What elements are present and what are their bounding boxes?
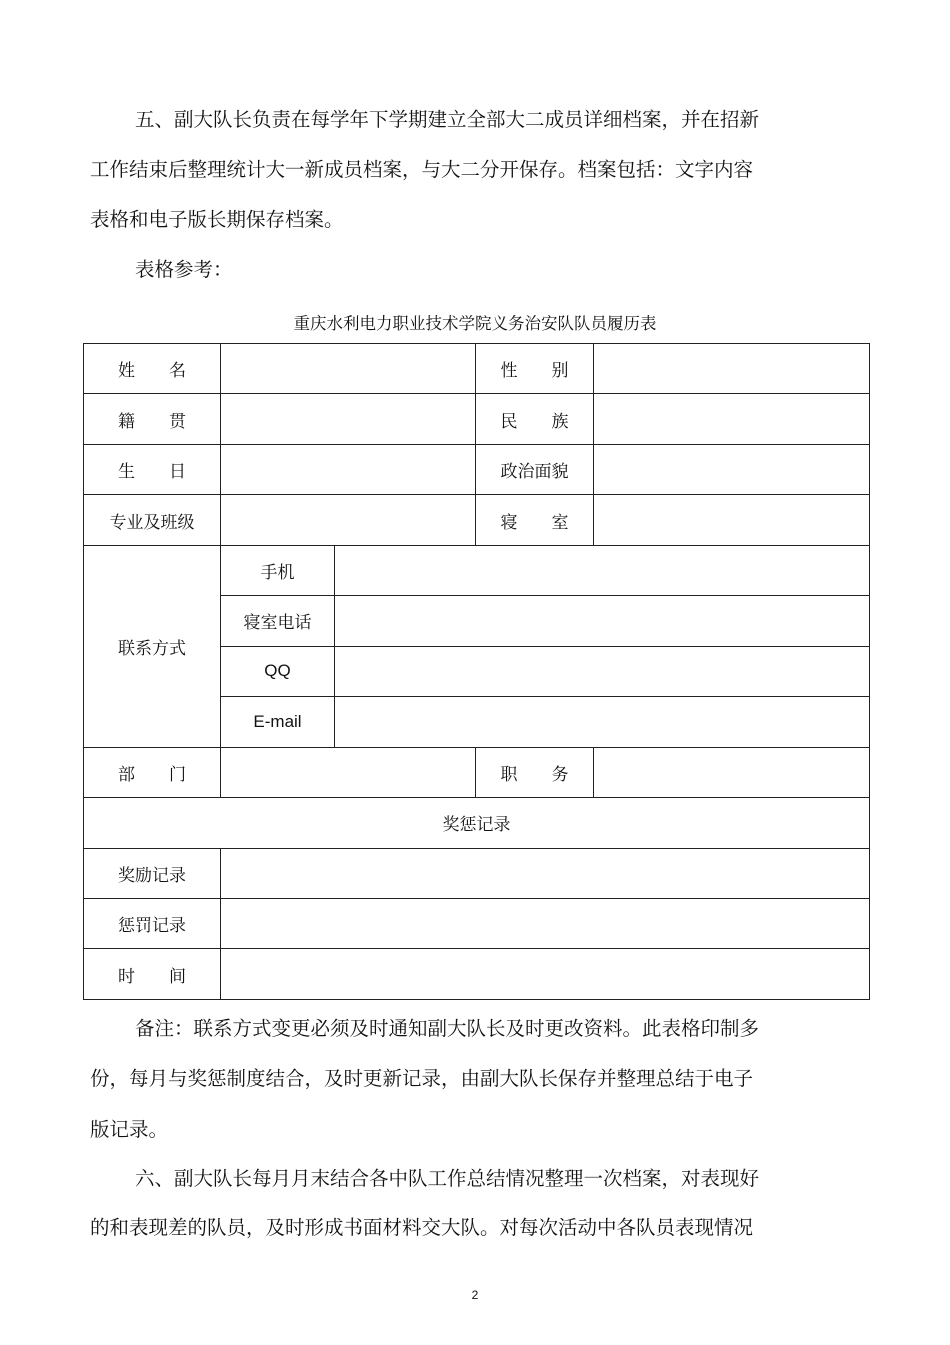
dorm-phone-field[interactable]: [335, 596, 870, 646]
time-field[interactable]: [221, 949, 870, 1000]
gender-field[interactable]: [594, 344, 870, 394]
mobile-field[interactable]: [335, 545, 870, 595]
table-reference-label: 表格参考：: [135, 258, 233, 281]
label-native-place: 籍 贯: [84, 394, 221, 444]
label-position: 职 务: [476, 747, 594, 797]
paragraph-5-line-1: 五、副大队长负责在每学年下学期建立全部大二成员详细档案，并在招新: [135, 108, 760, 131]
table-row: [84, 344, 870, 394]
table-row: [84, 394, 870, 444]
name-field[interactable]: [221, 344, 476, 394]
label-birthday: 生 日: [84, 444, 221, 494]
table-row: [84, 949, 870, 1000]
label-reward-record: 奖励记录: [84, 848, 221, 898]
ethnicity-field[interactable]: [594, 394, 870, 444]
position-field[interactable]: [594, 747, 870, 797]
table-row: [84, 848, 870, 898]
email-field[interactable]: [335, 697, 870, 747]
dorm-field[interactable]: [594, 495, 870, 545]
label-dorm: 寝 室: [476, 495, 594, 545]
table-row: [84, 444, 870, 494]
table-row: [84, 747, 870, 797]
birthday-field[interactable]: [221, 444, 476, 494]
paragraph-5-line-3: 表格和电子版长期保存档案。: [90, 208, 344, 231]
paragraph-6-line-2: 的和表现差的队员，及时形成书面材料交大队。对每次活动中各队员表现情况: [90, 1216, 754, 1239]
reward-record-field[interactable]: [221, 848, 870, 898]
department-field[interactable]: [221, 747, 476, 797]
member-record-form: [83, 343, 870, 1000]
form-title: 重庆水利电力职业技术学院义务治安队队员履历表: [293, 314, 657, 333]
label-mobile: 手机: [221, 545, 335, 595]
note-line-2: 份，每月与奖惩制度结合，及时更新记录，由副大队长保存并整理总结于电子: [90, 1067, 754, 1090]
qq-field[interactable]: [335, 646, 870, 696]
label-dorm-phone: 寝室电话: [221, 596, 335, 646]
label-time: 时 间: [84, 949, 221, 1000]
label-political-status: 政治面貌: [476, 444, 594, 494]
label-gender: 性 别: [476, 344, 594, 394]
penalty-record-field[interactable]: [221, 898, 870, 948]
native-place-field[interactable]: [221, 394, 476, 444]
political-status-field[interactable]: [594, 444, 870, 494]
label-ethnicity: 民 族: [476, 394, 594, 444]
table-row: [84, 898, 870, 948]
label-major-class: 专业及班级: [84, 495, 221, 545]
label-email: E-mail: [221, 697, 335, 747]
paragraph-6-line-1: 六、副大队长每月月末结合各中队工作总结情况整理一次档案，对表现好: [135, 1167, 760, 1190]
label-penalty-record: 惩罚记录: [84, 898, 221, 948]
section-rewards-penalties: 奖惩记录: [84, 798, 870, 848]
note-line-3: 版记录。: [90, 1118, 169, 1141]
paragraph-5-line-2: 工作结束后整理统计大一新成员档案，与大二分开保存。档案包括：文字内容: [90, 158, 754, 181]
label-department: 部 门: [84, 747, 221, 797]
table-row: [84, 495, 870, 545]
label-name: 姓 名: [84, 344, 221, 394]
label-qq: QQ: [221, 646, 335, 696]
table-row: [84, 798, 870, 848]
note-line-1: 备注：联系方式变更必须及时通知副大队长及时更改资料。此表格印制多: [135, 1017, 760, 1040]
table-row: [84, 545, 870, 595]
label-contact: 联系方式: [84, 545, 221, 747]
major-class-field[interactable]: [221, 495, 476, 545]
page-number: 2: [471, 1288, 479, 1302]
